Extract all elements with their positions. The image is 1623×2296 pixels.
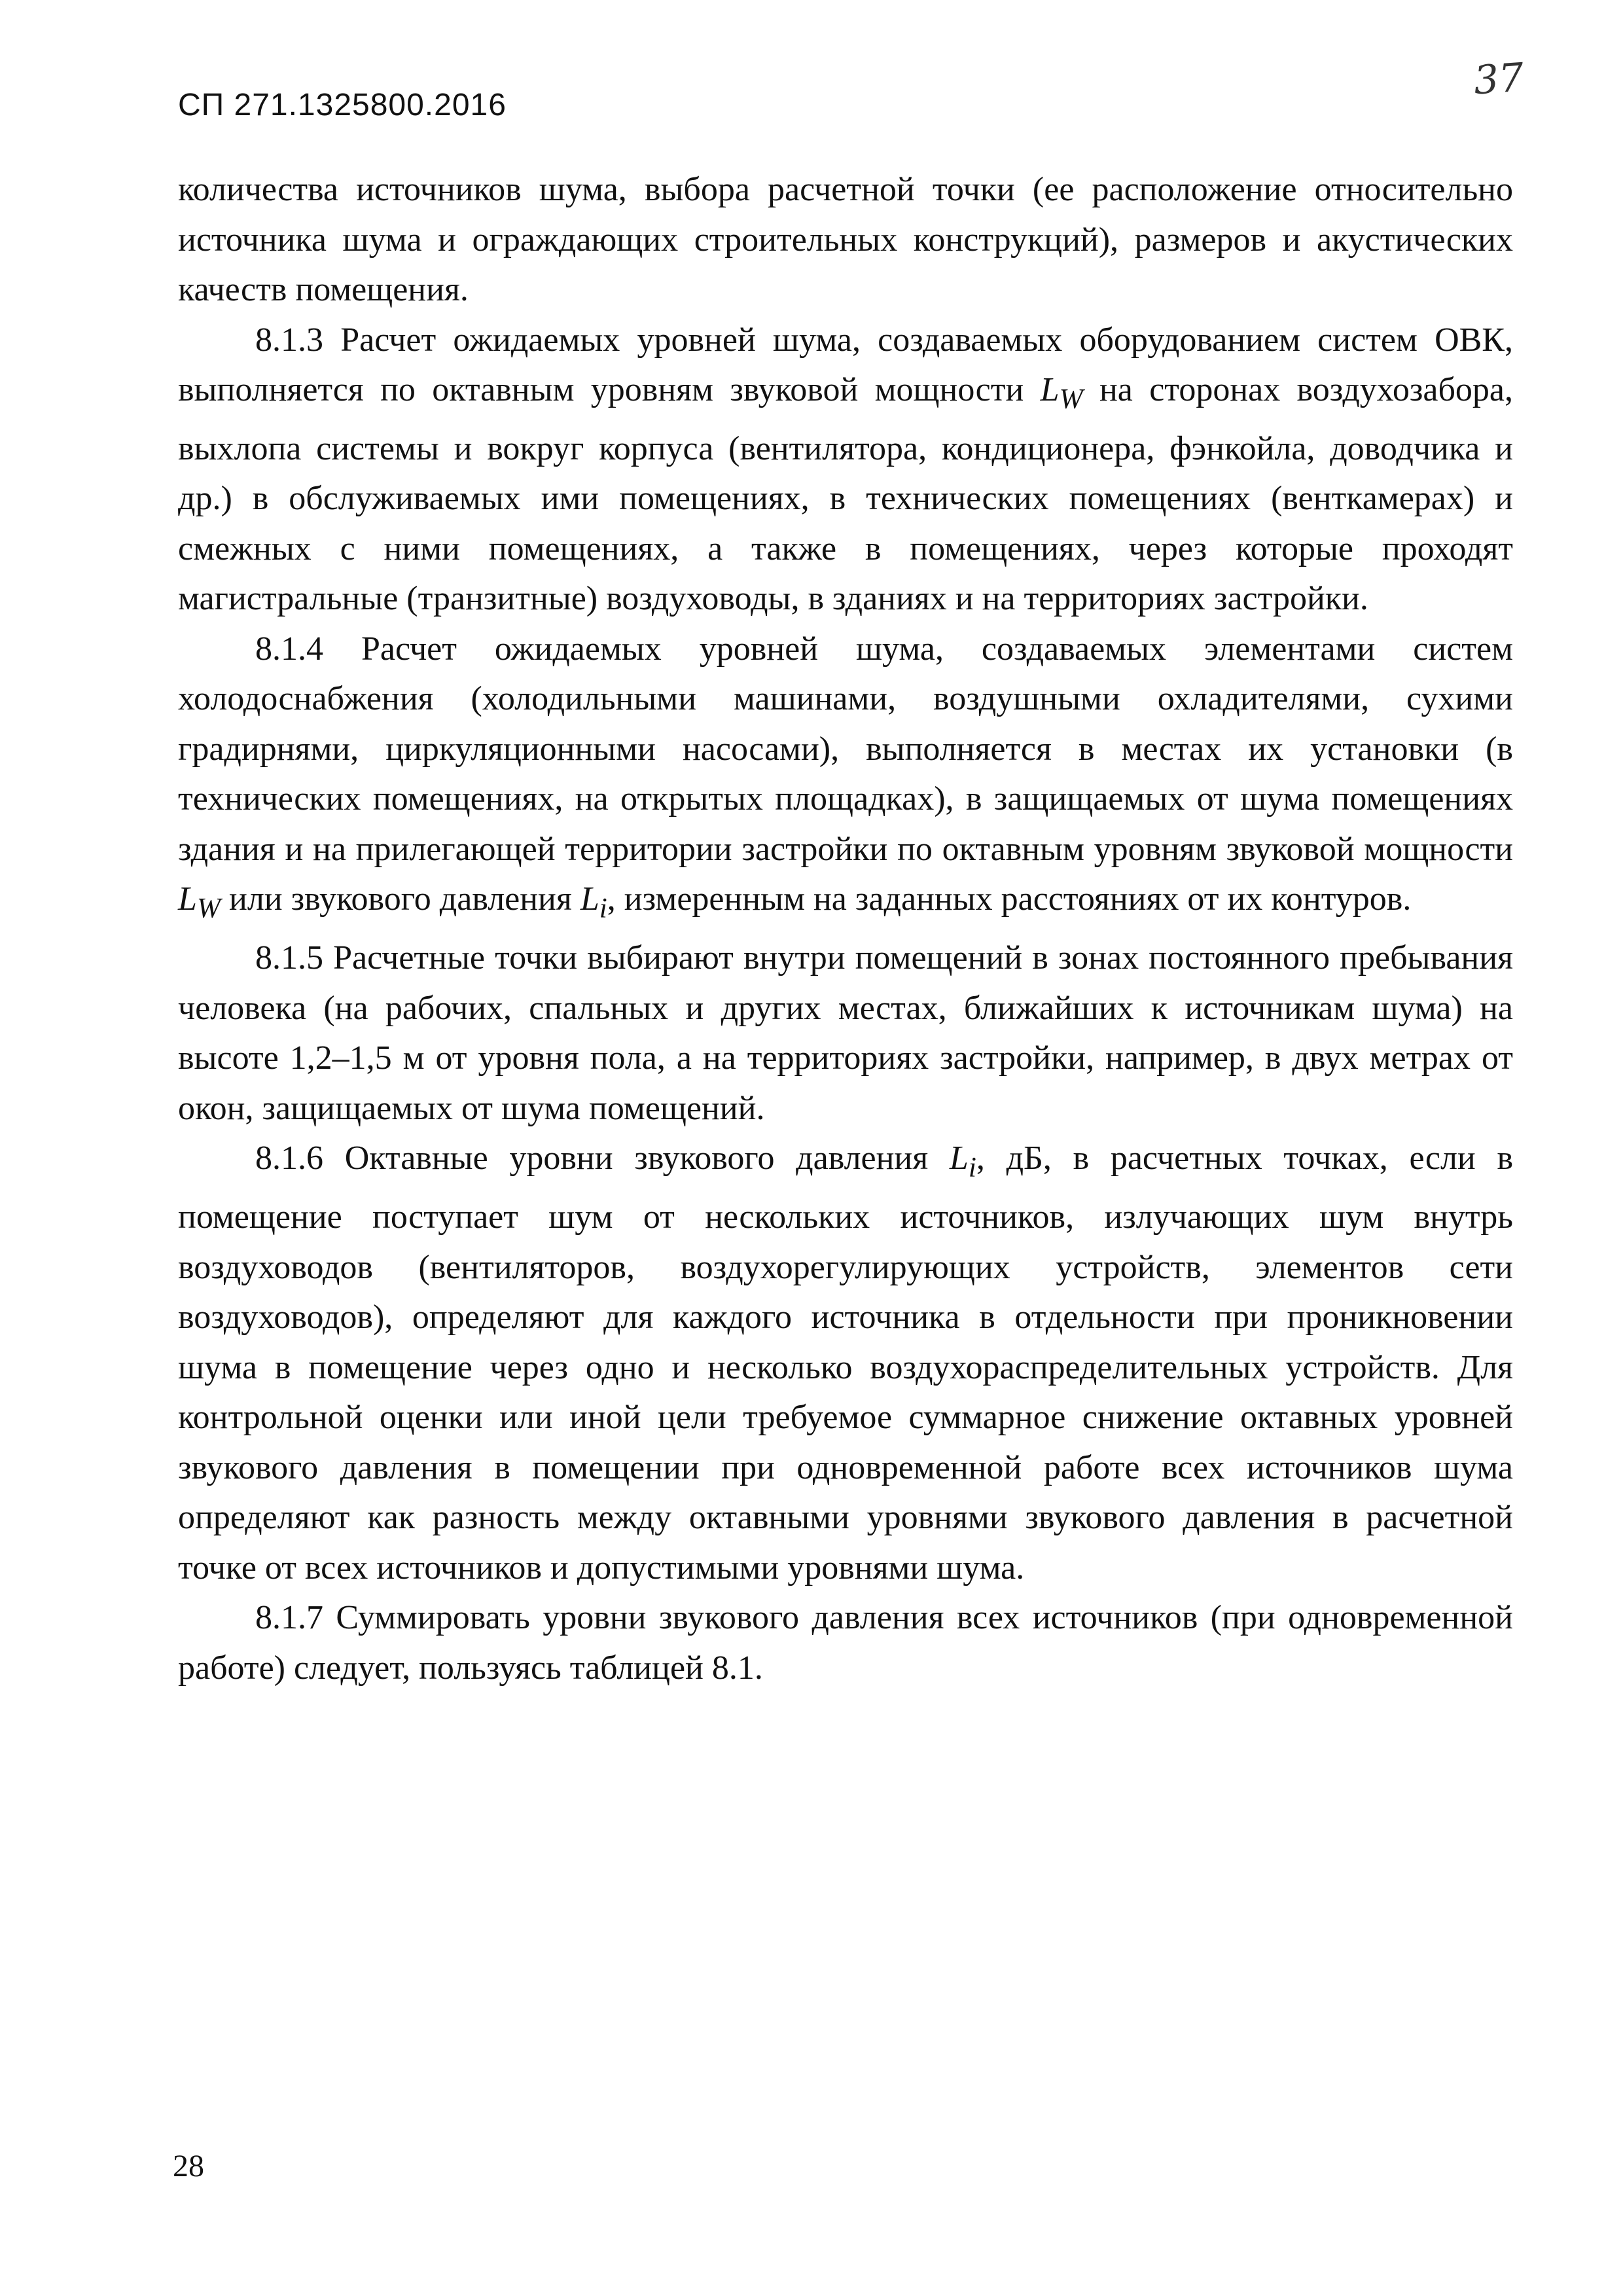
paragraph-text: , дБ, в расчетных точках, если в помещение поступает шум от нескольких источников, излучающих шум внутрь воздуховодов (вентиляторов, воздухорегулирующих устройств, элементов сети воздуховодов), определяют для каждого источника в отдельности при проникновении шума в помещение через одно и несколько воздухораспределительных устройств. Для контрольной оценки или иной цели требуемое суммарное снижение октавных уровней звукового давления в помещении при одновременной работе всех источников шума определяют как разность между октавными уровнями звукового давления в расчетной точке от всех источников и допустимыми уровнями шума. [178, 1139, 1513, 1587]
paragraph-text: 8.1.6 Октавные уровни звукового давления [255, 1139, 950, 1177]
symbol-subscript: W [1059, 383, 1083, 415]
paragraph-text: или звукового давления [221, 880, 580, 918]
paragraph-text: на сторонах воздухозабора, выхлопа системы и вокруг корпуса (вентилятора, кондиционера, фэнкойла, доводчика и др.) в обслуживаемых ими помещениях, в технических помещениях (венткамерах) и смежных с ними помещениях, а также в помещениях, через которые проходят магистральные (транзитные) воздуховоды, в зданиях и на территориях застройки. [178, 371, 1513, 618]
handwritten-page-number: 37 [1472, 54, 1525, 104]
symbol-l: L [949, 1139, 969, 1177]
symbol-subscript: i [968, 1151, 976, 1183]
paragraph-text: 8.1.4 Расчет ожидаемых уровней шума, создаваемых элементами систем холодоснабжения (холодильными машинами, воздушными охладителями, сухими градирнями, циркуляционными насосами), выполняется в местах их установки (в технических помещениях, на открытых площадках), в защищаемых от шума помещениях здания и на прилегающей территории застройки по октавным уровням звуковой мощности [178, 630, 1513, 868]
document-body [178, 165, 1513, 1693]
symbol-subscript: i [599, 892, 607, 924]
paragraph-text: , измеренным на заданных расстояниях от их контуров. [607, 880, 1412, 918]
paragraph-8-1-4 [178, 624, 1513, 933]
page-number: 28 [173, 2149, 204, 2183]
symbol-l: L [1040, 371, 1060, 408]
document-code-header: СП 271.1325800.2016 [178, 88, 507, 122]
symbol-subscript: W [196, 892, 221, 924]
symbol-l: L [580, 880, 599, 918]
paragraph-continuation: количества источников шума, выбора расчетной точки (ее расположение относительно источника шума и ограждающих строительных конструкций), размеров и акустических качеств помещения. [178, 171, 1513, 308]
paragraph-8-1-5: 8.1.5 Расчетные точки выбирают внутри помещений в зонах постоянного пребывания человека (на рабочих, спальных и других местах, ближайших к источникам шума) на высоте 1,2–1,5 м от уровня пола, а на территориях застройки, например, в двух метрах от окон, защищаемых от шума помещений. [178, 939, 1513, 1127]
paragraph-8-1-6 [178, 1134, 1513, 1593]
symbol-l: L [178, 880, 197, 918]
paragraph-text: 8.1.3 Расчет ожидаемых уровней шума, создаваемых оборудованием систем ОВК, выполняется по октавным уровням звуковой мощности [178, 321, 1513, 408]
paragraph-8-1-7: 8.1.7 Суммировать уровни звукового давления всех источников (при одновременной работе) следует, пользуясь таблицей 8.1. [178, 1599, 1513, 1687]
paragraph-8-1-3 [178, 315, 1513, 624]
